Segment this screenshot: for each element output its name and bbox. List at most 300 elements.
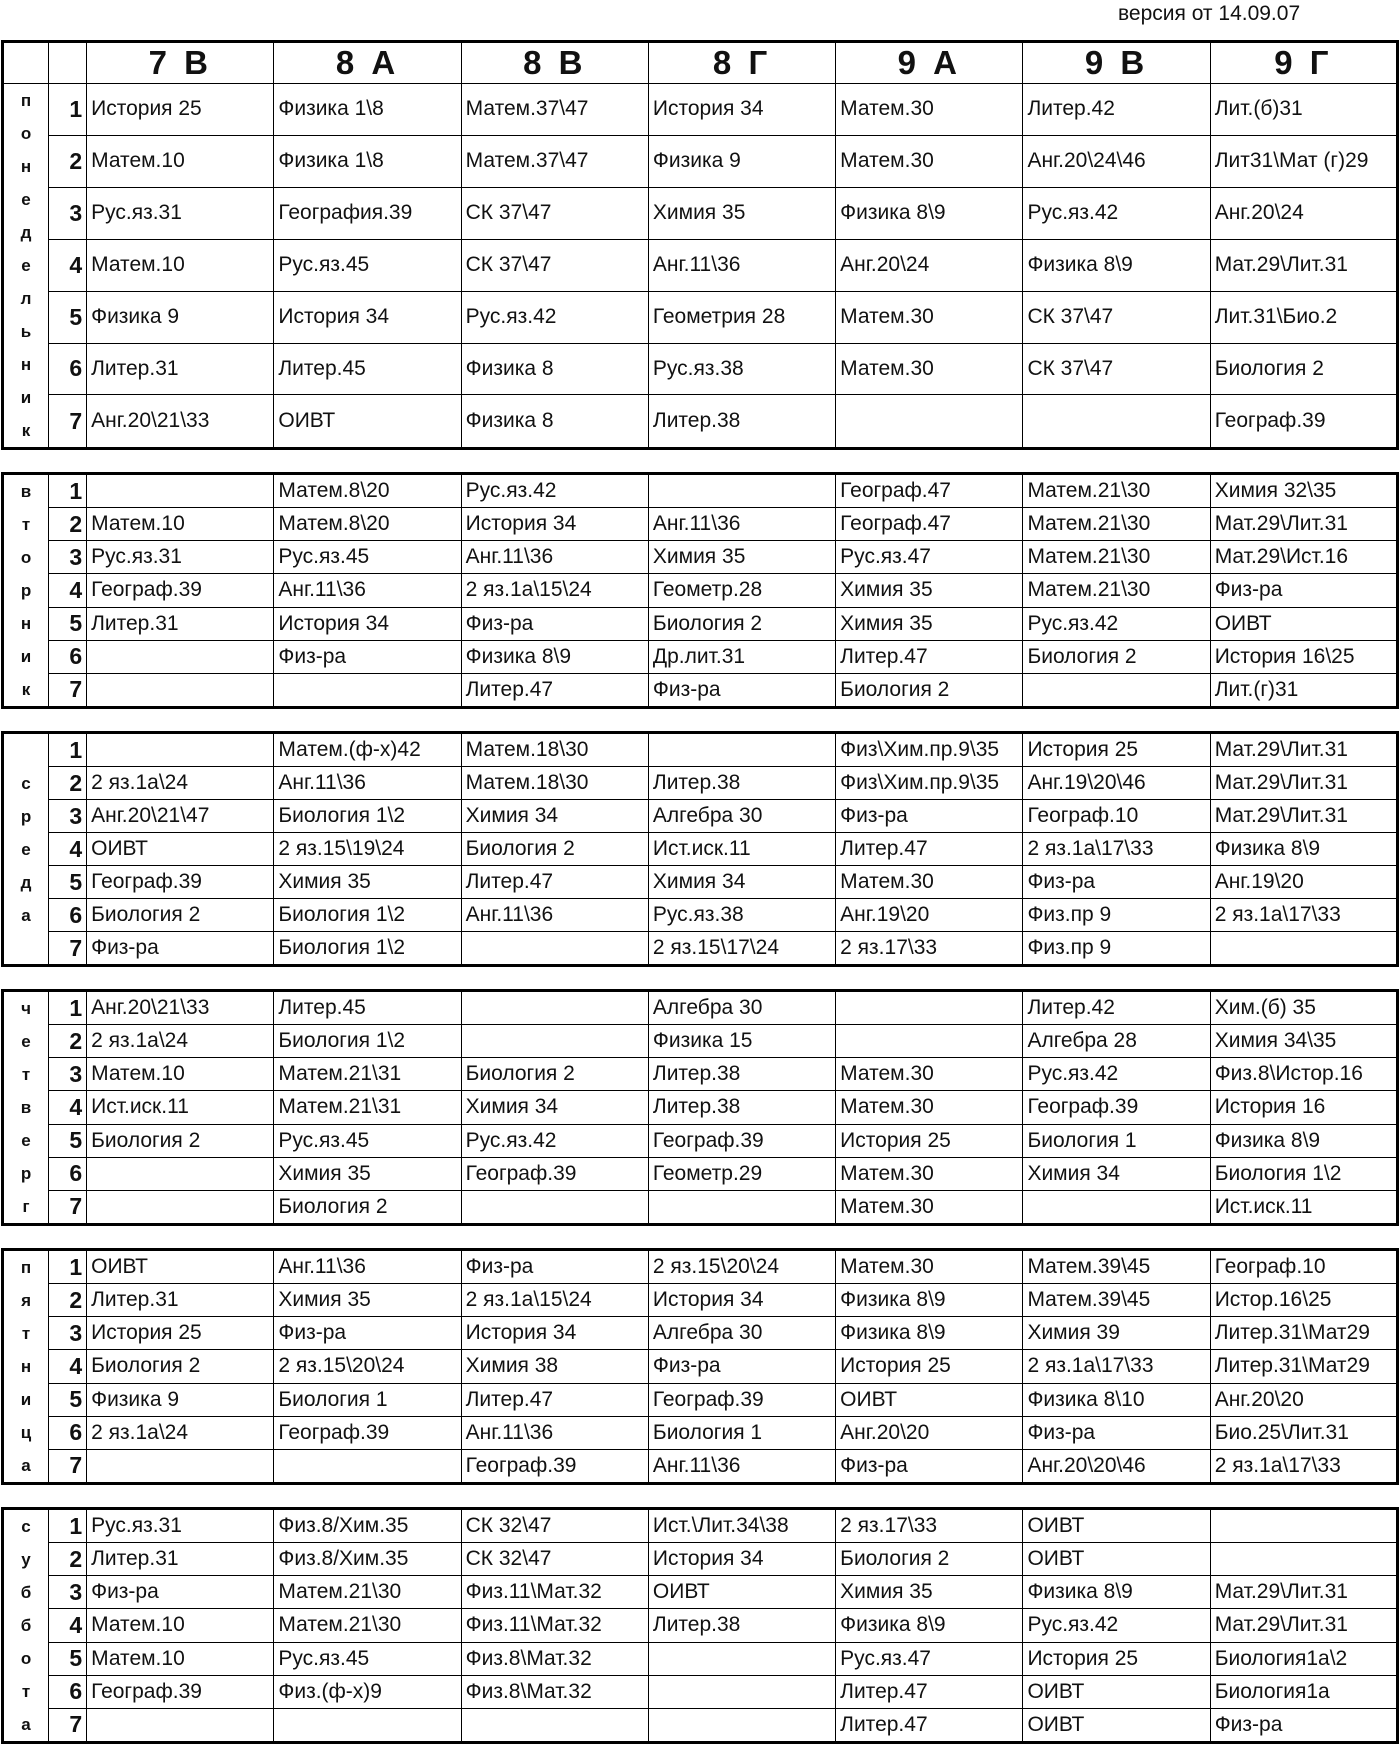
day-letter: л (20, 289, 32, 308)
lesson-number: 1 (49, 991, 87, 1025)
lesson-cell: Химия 35 (274, 866, 461, 899)
class-header: 9 В (1023, 42, 1210, 84)
day-letters (4, 475, 48, 706)
lesson-row (3, 1675, 1398, 1708)
lesson-cell: Физика 1\8 (274, 84, 461, 136)
lesson-cell: 2 яз.15\17\24 (648, 932, 835, 966)
lesson-cell: Биология 2 (87, 1350, 274, 1383)
lesson-cell: Рус.яз.45 (274, 1124, 461, 1157)
lesson-number: 4 (49, 1091, 87, 1124)
lesson-cell (274, 673, 461, 707)
lesson-cell: Анг.20\20 (836, 1416, 1023, 1449)
lesson-number: 4 (49, 833, 87, 866)
day-letter: е (21, 1032, 31, 1051)
day-letter: т (21, 1682, 31, 1701)
lesson-cell: Литер.47 (461, 673, 648, 707)
lesson-cell: Матем.10 (87, 1642, 274, 1675)
lesson-cell: Литер.47 (836, 1708, 1023, 1742)
lesson-cell: Физика 8\9 (461, 640, 648, 673)
lesson-row (3, 343, 1398, 395)
day-block-4 (1, 1248, 1399, 1485)
lesson-cell: Био.25\Лит.31 (1210, 1416, 1397, 1449)
lesson-row (3, 1317, 1398, 1350)
lesson-row (3, 833, 1398, 866)
day-label (3, 84, 49, 449)
lesson-cell: Биология 1 (648, 1416, 835, 1449)
lesson-cell (836, 1025, 1023, 1058)
lesson-cell: Матем.30 (836, 1091, 1023, 1124)
lesson-row (3, 1708, 1398, 1742)
lesson-cell: Физ-ра (648, 1350, 835, 1383)
lesson-cell: История 25 (836, 1350, 1023, 1383)
lesson-cell (461, 1025, 648, 1058)
day-letter: н (20, 157, 32, 176)
lesson-cell: Матем.39\45 (1023, 1250, 1210, 1284)
lesson-cell: Физ-ра (461, 1250, 648, 1284)
lesson-cell: Физика 9 (648, 135, 835, 187)
lesson-row (3, 474, 1398, 508)
lesson-cell: Лит31\Мат (г)29 (1210, 135, 1397, 187)
lesson-row (3, 1058, 1398, 1091)
lesson-row (3, 1449, 1398, 1483)
lesson-cell: Физика 8\9 (1210, 1124, 1397, 1157)
lesson-row (3, 733, 1398, 767)
lesson-number: 2 (49, 1284, 87, 1317)
lesson-cell: 2 яз.1а\24 (87, 1025, 274, 1058)
lesson-cell: Физ.11\Мат.32 (461, 1609, 648, 1642)
lesson-cell: Географ.47 (836, 508, 1023, 541)
lesson-cell: Матем.30 (836, 1190, 1023, 1224)
lesson-cell: Биология 1\2 (274, 899, 461, 932)
lesson-cell: Географ.39 (648, 1383, 835, 1416)
lesson-cell: Литер.47 (836, 1675, 1023, 1708)
lesson-cell: Матем.30 (836, 1157, 1023, 1190)
day-block-2 (1, 731, 1399, 967)
lesson-cell: Матем.21\30 (1023, 541, 1210, 574)
lesson-number: 7 (49, 1708, 87, 1742)
day-label (3, 733, 49, 966)
day-letter: н (20, 614, 32, 633)
lesson-cell: Матем.21\30 (1023, 508, 1210, 541)
lesson-cell: Географ.39 (1023, 1091, 1210, 1124)
lesson-cell (648, 1708, 835, 1742)
lesson-cell: Анг.20\21\47 (87, 800, 274, 833)
lesson-cell: Физика 8\9 (836, 1609, 1023, 1642)
lesson-number: 3 (49, 800, 87, 833)
lesson-row (3, 866, 1398, 899)
lesson-cell: Физика 8 (461, 395, 648, 449)
lesson-row (3, 1543, 1398, 1576)
lesson-cell: Биология 1\2 (274, 1025, 461, 1058)
lesson-cell: История 25 (87, 1317, 274, 1350)
lesson-cell: Географ.39 (87, 866, 274, 899)
day-letter: е (21, 839, 31, 859)
lesson-cell: Матем.30 (836, 866, 1023, 899)
lesson-cell: Рус.яз.47 (836, 1642, 1023, 1675)
lesson-cell: Литер.31\Мат29 (1210, 1317, 1397, 1350)
lesson-number: 5 (49, 291, 87, 343)
lesson-cell: Анг.19\20\46 (1023, 767, 1210, 800)
lesson-cell: Физ\Хим.пр.9\35 (836, 767, 1023, 800)
lesson-cell: Матем.37\47 (461, 135, 648, 187)
lesson-cell: Физ.пр 9 (1023, 932, 1210, 966)
lesson-cell: Химия 35 (274, 1284, 461, 1317)
lesson-cell: Матем.10 (87, 239, 274, 291)
lesson-cell: Анг.11\36 (274, 767, 461, 800)
lesson-cell: СК 37\47 (461, 239, 648, 291)
lesson-cell: Мат.29\Лит.31 (1210, 733, 1397, 767)
lesson-row (3, 640, 1398, 673)
lesson-cell (1023, 1190, 1210, 1224)
lesson-cell: Матем.10 (87, 1058, 274, 1091)
lesson-cell: Физ\Хим.пр.9\35 (836, 733, 1023, 767)
lesson-cell: Биология 1\2 (274, 932, 461, 966)
lesson-cell: Физ-ра (87, 1576, 274, 1609)
lesson-row (3, 239, 1398, 291)
day-letter: о (20, 124, 32, 143)
lesson-row (3, 574, 1398, 607)
lesson-cell: Рус.яз.42 (1023, 187, 1210, 239)
day-letters (4, 84, 48, 447)
lesson-cell: Химия 34 (648, 866, 835, 899)
lesson-cell: ОИВТ (274, 395, 461, 449)
lesson-number: 6 (49, 640, 87, 673)
lesson-cell: Биология 2 (648, 607, 835, 640)
lesson-cell: ОИВТ (87, 833, 274, 866)
lesson-row (3, 1416, 1398, 1449)
lesson-cell: Анг.11\36 (274, 574, 461, 607)
lesson-cell: Биология 2 (1210, 343, 1397, 395)
header-corner (3, 42, 49, 84)
lesson-cell: Матем.21\30 (1023, 574, 1210, 607)
lesson-cell: Биология 1 (1023, 1124, 1210, 1157)
lesson-cell: Рус.яз.31 (87, 541, 274, 574)
lesson-number: 1 (49, 474, 87, 508)
lesson-cell: Анг.11\36 (461, 541, 648, 574)
lesson-cell: Др.лит.31 (648, 640, 835, 673)
lesson-cell: Физ.пр 9 (1023, 899, 1210, 932)
lesson-cell: Географ.39 (648, 1124, 835, 1157)
lesson-cell: Анг.11\36 (648, 508, 835, 541)
lesson-number: 1 (49, 1250, 87, 1284)
day-letters (4, 992, 48, 1223)
day-block-5 (1, 1507, 1399, 1744)
lesson-cell: 2 яз.17\33 (836, 932, 1023, 966)
lesson-cell: Физ-ра (836, 1449, 1023, 1483)
lesson-cell: Алгебра 30 (648, 800, 835, 833)
lesson-row (3, 1576, 1398, 1609)
lesson-cell: История 34 (461, 1317, 648, 1350)
lesson-cell: Физ.8/Хим.35 (274, 1509, 461, 1543)
lesson-cell: Анг.20\20 (1210, 1383, 1397, 1416)
day-letter: а (21, 1456, 31, 1475)
lesson-cell (648, 1642, 835, 1675)
lesson-cell: Лит.(г)31 (1210, 673, 1397, 707)
day-letter: а (21, 905, 31, 925)
lesson-cell: Литер.38 (648, 1058, 835, 1091)
lesson-cell: Рус.яз.42 (1023, 607, 1210, 640)
lesson-cell: Географ.39 (1210, 395, 1397, 449)
lesson-cell: Биология1а\2 (1210, 1642, 1397, 1675)
class-header: 9 Г (1210, 42, 1397, 84)
schedule (0, 40, 1400, 1744)
lesson-cell: СК 37\47 (461, 187, 648, 239)
lesson-cell: Химия 39 (1023, 1317, 1210, 1350)
lesson-cell: Хим.(б) 35 (1210, 991, 1397, 1025)
lesson-row (3, 508, 1398, 541)
lesson-cell: Физ-ра (1023, 866, 1210, 899)
lesson-cell: Химия 35 (648, 541, 835, 574)
lesson-cell: Анг.19\20 (1210, 866, 1397, 899)
lesson-row (3, 395, 1398, 449)
lesson-cell: Ист.иск.11 (1210, 1190, 1397, 1224)
lesson-cell: Литер.31 (87, 1284, 274, 1317)
lesson-number: 3 (49, 1317, 87, 1350)
day-letter: е (21, 256, 31, 275)
lesson-cell: История 16 (1210, 1091, 1397, 1124)
lesson-cell: Физ-ра (648, 673, 835, 707)
day-letter: и (20, 1390, 32, 1409)
day-letter: д (20, 223, 32, 242)
lesson-cell: Матем.30 (836, 135, 1023, 187)
lesson-row (3, 1383, 1398, 1416)
lesson-cell: Физ.8\Мат.32 (461, 1642, 648, 1675)
class-header: 8 А (274, 42, 461, 84)
lesson-cell: Биология 2 (87, 899, 274, 932)
lesson-row (3, 1642, 1398, 1675)
day-letter: о (20, 1649, 32, 1668)
lesson-cell: Матем.10 (87, 508, 274, 541)
lesson-cell (836, 991, 1023, 1025)
lesson-cell: Биология1а (1210, 1675, 1397, 1708)
lesson-cell: 2 яз.1а\17\33 (1023, 1350, 1210, 1383)
lesson-cell: 2 яз.15\20\24 (274, 1350, 461, 1383)
lesson-cell: ОИВТ (1023, 1708, 1210, 1742)
day-letter: ч (21, 999, 31, 1018)
lesson-cell: Матем.30 (836, 291, 1023, 343)
lesson-cell (87, 733, 274, 767)
lesson-cell: История 34 (274, 291, 461, 343)
lesson-cell: Физ-ра (87, 932, 274, 966)
day-letter: в (20, 482, 32, 501)
lesson-cell: История 34 (648, 1543, 835, 1576)
lesson-row (3, 767, 1398, 800)
lesson-cell: Рус.яз.42 (461, 1124, 648, 1157)
class-header-row (3, 42, 1398, 84)
lesson-cell: Литер.45 (274, 991, 461, 1025)
day-letter: б (20, 1616, 32, 1635)
lesson-number: 4 (49, 1350, 87, 1383)
lesson-cell: ОИВТ (1023, 1509, 1210, 1543)
lesson-cell: Литер.47 (461, 1383, 648, 1416)
lesson-cell: Географ.10 (1023, 800, 1210, 833)
lesson-cell (274, 1708, 461, 1742)
lesson-cell: Матем.21\31 (274, 1091, 461, 1124)
lesson-cell: Физика 8\9 (1023, 1576, 1210, 1609)
day-letter: е (21, 1131, 31, 1150)
lesson-row (3, 1609, 1398, 1642)
lesson-cell: Физ-ра (1210, 574, 1397, 607)
lesson-cell: Химия 32\35 (1210, 474, 1397, 508)
class-header: 8 Г (648, 42, 835, 84)
lesson-cell (1210, 932, 1397, 966)
lesson-cell: СК 37\47 (1023, 343, 1210, 395)
class-header: 7 В (87, 42, 274, 84)
lesson-row (3, 84, 1398, 136)
day-letter: г (22, 1197, 30, 1216)
lesson-number: 2 (49, 508, 87, 541)
lesson-cell: Биология 1\2 (274, 800, 461, 833)
lesson-number: 7 (49, 1190, 87, 1224)
lesson-cell: Физика 8\9 (836, 1317, 1023, 1350)
day-letter: п (20, 1258, 32, 1277)
lesson-cell (836, 395, 1023, 449)
lesson-cell: Биология 2 (1023, 640, 1210, 673)
lesson-cell: Географ.39 (87, 574, 274, 607)
lesson-cell: Матем.30 (836, 1250, 1023, 1284)
lesson-cell: Матем.8\20 (274, 474, 461, 508)
lesson-cell: Биология 2 (274, 1190, 461, 1224)
lesson-cell: История 16\25 (1210, 640, 1397, 673)
lesson-number: 5 (49, 1642, 87, 1675)
lesson-cell: Литер.38 (648, 1091, 835, 1124)
lesson-row (3, 1157, 1398, 1190)
lesson-cell: Литер.38 (648, 395, 835, 449)
lesson-row (3, 899, 1398, 932)
lesson-number: 2 (49, 767, 87, 800)
lesson-cell (461, 1190, 648, 1224)
day-letter: п (20, 91, 32, 110)
lesson-cell: Химия 34 (461, 1091, 648, 1124)
day-block-1 (1, 472, 1399, 709)
lesson-cell: Физ.8\Мат.32 (461, 1675, 648, 1708)
lesson-cell: География.39 (274, 187, 461, 239)
lesson-cell: Биология 2 (87, 1124, 274, 1157)
lesson-cell: Биология 2 (836, 673, 1023, 707)
lesson-cell (1210, 1543, 1397, 1576)
lesson-cell: Биология 2 (461, 833, 648, 866)
lesson-cell: 2 яз.1а\24 (87, 767, 274, 800)
lesson-cell: История 25 (87, 84, 274, 136)
lesson-row (3, 291, 1398, 343)
lesson-cell: Рус.яз.42 (1023, 1609, 1210, 1642)
lesson-cell: Рус.яз.31 (87, 1509, 274, 1543)
lesson-cell: Анг.20\21\33 (87, 991, 274, 1025)
day-block-0 (1, 40, 1399, 450)
lesson-cell: История 25 (1023, 1642, 1210, 1675)
day-letter: е (21, 190, 31, 209)
lesson-cell: ОИВТ (836, 1383, 1023, 1416)
lesson-cell: 2 яз.1а\15\24 (461, 1284, 648, 1317)
lesson-cell: Мат.29\Лит.31 (1210, 1576, 1397, 1609)
lesson-cell: Рус.яз.47 (836, 541, 1023, 574)
day-letter: т (21, 1065, 31, 1084)
day-letter: и (20, 647, 32, 666)
day-label (3, 474, 49, 708)
day-letter: я (21, 1291, 31, 1310)
lesson-cell: Химия 34\35 (1210, 1025, 1397, 1058)
class-header: 9 А (836, 42, 1023, 84)
lesson-row (3, 541, 1398, 574)
lesson-cell: Анг.20\24 (836, 239, 1023, 291)
lesson-cell: Рус.яз.38 (648, 343, 835, 395)
day-block-3 (1, 989, 1399, 1226)
day-letters (4, 1251, 48, 1482)
lesson-number: 2 (49, 1543, 87, 1576)
lesson-cell: Физ-ра (274, 1317, 461, 1350)
day-letter: р (20, 581, 32, 600)
lesson-cell: Физика 8\9 (1023, 239, 1210, 291)
day-letter: т (21, 1324, 31, 1343)
lesson-cell (1023, 395, 1210, 449)
lesson-cell: СК 37\47 (1023, 291, 1210, 343)
lesson-cell: Химия 34 (461, 800, 648, 833)
day-letter: д (20, 872, 32, 892)
lesson-number: 1 (49, 84, 87, 136)
day-letter: к (21, 421, 31, 440)
lesson-cell: Физика 8\9 (836, 187, 1023, 239)
lesson-cell: Географ.10 (1210, 1250, 1397, 1284)
lesson-number: 5 (49, 1383, 87, 1416)
day-letter: н (20, 355, 32, 374)
lesson-cell (648, 474, 835, 508)
lesson-cell: 2 яз.1а\24 (87, 1416, 274, 1449)
lesson-cell: 2 яз.1а\17\33 (1210, 1449, 1397, 1483)
lesson-number: 2 (49, 1025, 87, 1058)
lesson-row (3, 932, 1398, 966)
lesson-cell: Физика 8\10 (1023, 1383, 1210, 1416)
lesson-cell: Анг.20\20\46 (1023, 1449, 1210, 1483)
lesson-cell: Литер.31 (87, 607, 274, 640)
lesson-cell: Литер.38 (648, 1609, 835, 1642)
lesson-cell: Матем.18\30 (461, 733, 648, 767)
lesson-cell: Рус.яз.45 (274, 239, 461, 291)
lesson-row (3, 1025, 1398, 1058)
lesson-number: 5 (49, 866, 87, 899)
lesson-row (3, 1124, 1398, 1157)
lesson-row (3, 1509, 1398, 1543)
day-letter: р (20, 1164, 32, 1183)
day-letter: б (20, 1583, 32, 1602)
lesson-cell: Химия 34 (1023, 1157, 1210, 1190)
lesson-cell: Матем.30 (836, 1058, 1023, 1091)
lesson-cell: Анг.11\36 (461, 899, 648, 932)
lesson-cell: Матем.37\47 (461, 84, 648, 136)
lesson-cell (461, 932, 648, 966)
lesson-cell: Мат.29\Лит.31 (1210, 239, 1397, 291)
lesson-cell: СК 32\47 (461, 1543, 648, 1576)
day-letter: т (21, 515, 31, 534)
lesson-number: 7 (49, 1449, 87, 1483)
lesson-cell: Химия 38 (461, 1350, 648, 1383)
lesson-cell (1210, 1509, 1397, 1543)
day-letters (4, 767, 48, 932)
lesson-number: 3 (49, 1058, 87, 1091)
lesson-cell: Литер.47 (461, 866, 648, 899)
class-header: 8 В (461, 42, 648, 84)
lesson-cell: Мат.29\Лит.31 (1210, 800, 1397, 833)
lesson-cell: Рус.яз.45 (274, 541, 461, 574)
lesson-cell: Анг.11\36 (274, 1250, 461, 1284)
lesson-number: 5 (49, 607, 87, 640)
lesson-cell: Мат.29\Лит.31 (1210, 508, 1397, 541)
lesson-cell: Физ-ра (274, 640, 461, 673)
lesson-row (3, 135, 1398, 187)
lesson-number: 4 (49, 1609, 87, 1642)
day-letter: ь (20, 322, 32, 341)
lesson-cell: Литер.38 (648, 767, 835, 800)
day-letters (4, 1510, 48, 1741)
